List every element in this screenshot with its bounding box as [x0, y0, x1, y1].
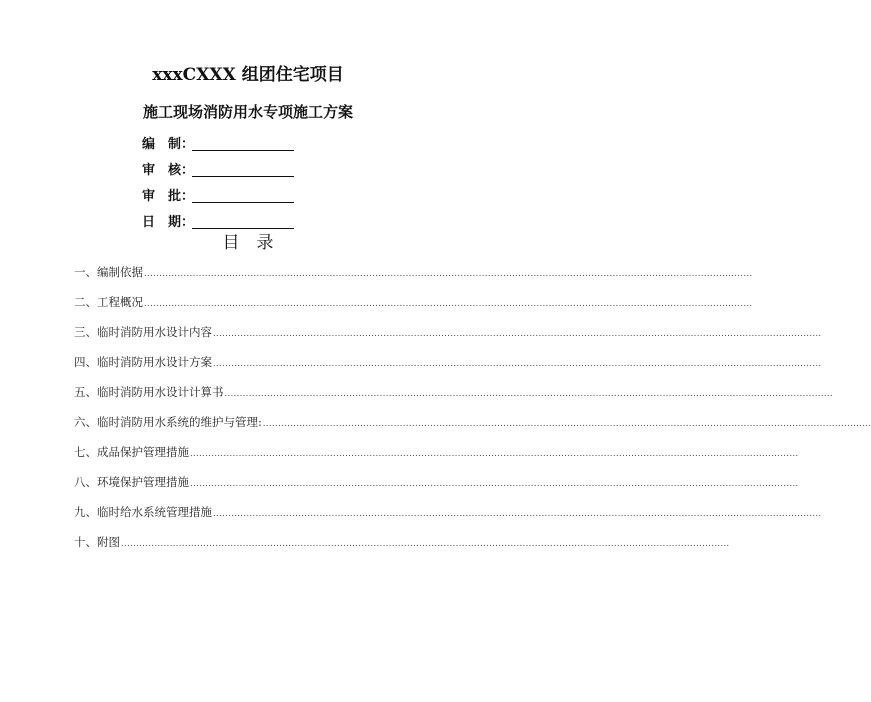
- toc-leader-dots: ........................................................................................................................................................................................................: [262, 419, 871, 428]
- toc-item[interactable]: [74, 263, 753, 293]
- toc-leader-dots: ........................................................................................................................................................................................................: [190, 479, 799, 488]
- toc-leader-dots: ........................................................................................................................................................................................................: [190, 449, 799, 458]
- sign-row-approver: [142, 182, 362, 206]
- toc-item[interactable]: [74, 413, 871, 443]
- toc-item[interactable]: [74, 473, 799, 503]
- signature-block: [142, 130, 362, 234]
- sign-row-compiler: [142, 130, 362, 154]
- sign-line-approver: [192, 188, 294, 203]
- toc-item-label: 四、临时消防用水设计方案: [74, 355, 212, 369]
- toc-leader-dots: ........................................................................................................................................................................................................: [144, 299, 753, 308]
- sign-label-date: 日 期：: [142, 215, 195, 230]
- toc-leader-dots: ........................................................................................................................................................................................................: [213, 509, 822, 518]
- toc-item[interactable]: [74, 293, 753, 323]
- toc-leader-dots: ........................................................................................................................................................................................................: [224, 389, 834, 398]
- toc-heading: 目 录: [222, 233, 274, 253]
- toc-item-label: 三、临时消防用水设计内容: [74, 325, 212, 339]
- document-title: xxxCXXX 组团住宅项目: [152, 65, 344, 85]
- toc-item-label: 二、工程概况: [74, 295, 143, 309]
- sign-label-reviewer: 审 核：: [142, 163, 195, 178]
- toc-leader-dots: ........................................................................................................................................................................................................: [121, 539, 730, 548]
- toc-item-label: 六、临时消防用水系统的维护与管理:: [74, 415, 262, 429]
- toc-item[interactable]: [74, 443, 799, 473]
- toc-item-label: 十、附图: [74, 535, 120, 549]
- sign-label-approver: 审 批：: [142, 189, 195, 204]
- sign-line-compiler: [192, 136, 294, 151]
- sign-line-date: [192, 214, 294, 229]
- toc-item-label: 一、编制依据: [74, 265, 143, 279]
- toc-item-label: 八、环境保护管理措施: [74, 475, 189, 489]
- toc-item[interactable]: [74, 383, 834, 413]
- document-subtitle: 施工现场消防用水专项施工方案: [142, 103, 353, 121]
- toc-item[interactable]: [74, 503, 822, 533]
- sign-row-date: [142, 208, 362, 232]
- toc-item-label: 九、临时给水系统管理措施: [74, 505, 212, 519]
- toc-item[interactable]: [74, 533, 730, 563]
- toc-leader-dots: ........................................................................................................................................................................................................: [213, 359, 822, 368]
- toc-leader-dots: ........................................................................................................................................................................................................: [144, 269, 753, 278]
- toc-item[interactable]: [74, 353, 822, 383]
- table-of-contents: [74, 263, 871, 563]
- toc-leader-dots: ........................................................................................................................................................................................................: [213, 329, 822, 338]
- toc-item-label: 五、临时消防用水设计计算书: [74, 385, 224, 399]
- toc-item[interactable]: [74, 323, 822, 353]
- sign-label-compiler: 编 制：: [142, 137, 195, 152]
- sign-row-reviewer: [142, 156, 362, 180]
- toc-item-label: 七、成品保护管理措施: [74, 445, 189, 459]
- sign-line-reviewer: [192, 162, 294, 177]
